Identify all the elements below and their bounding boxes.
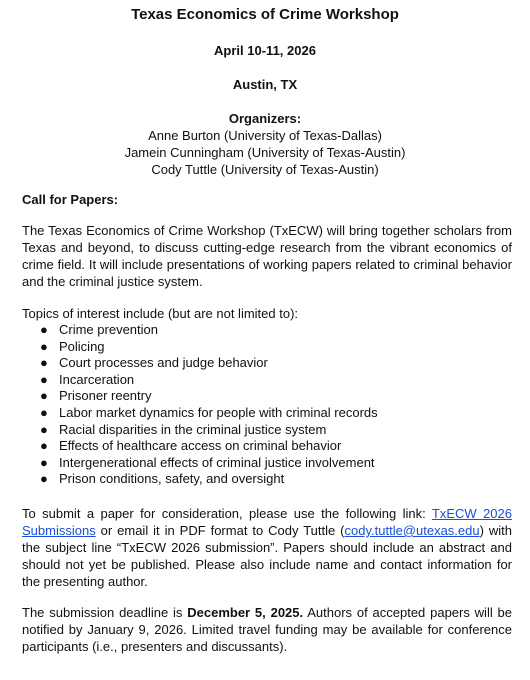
topic-text: Racial disparities in the criminal justice system <box>59 421 327 437</box>
submission-text-2: or email it in PDF format to Cody Tuttle ( <box>95 523 345 538</box>
bullet-icon: ● <box>40 322 48 337</box>
bullet-icon: ● <box>40 471 48 487</box>
organizer-name: Cody Tuttle (University of Texas-Austin) <box>151 162 379 177</box>
list-item <box>22 455 378 472</box>
workshop-date: April 10-11, 2026 <box>214 43 316 58</box>
list-item <box>22 405 378 422</box>
workshop-location: Austin, TX <box>232 77 298 92</box>
list-item <box>22 339 378 356</box>
list-item <box>22 388 378 405</box>
bullet-icon: ● <box>40 454 48 470</box>
organizers-heading: Organizers: <box>228 111 302 126</box>
submission-text-1: To submit a paper for consideration, please use the following link: <box>22 506 432 521</box>
bullet-icon: ● <box>40 371 48 387</box>
workshop-title: Texas Economics of Crime Workshop <box>131 6 399 23</box>
topics-list <box>22 322 378 488</box>
list-item <box>22 355 378 372</box>
list-item <box>22 372 378 389</box>
topic-text: Court processes and judge behavior <box>59 355 268 371</box>
contact-email-link[interactable]: cody.tuttle@utexas.edu <box>344 523 480 538</box>
submission-instructions <box>22 505 512 590</box>
list-item <box>22 322 378 339</box>
bullet-icon: ● <box>40 355 48 371</box>
topic-text: Intergenerational effects of criminal justice involvement <box>59 454 375 470</box>
deadline-date: December 5, 2025. <box>187 605 304 620</box>
deadline-text-2: Authors of accepted papers will be notified by January 9, 2026. Limited travel funding may be available for conference participants (i.e., presenters and discussants). <box>22 605 513 654</box>
submissions-link[interactable]: TxECW 2026 Submissions <box>22 506 512 538</box>
deadline-paragraph <box>22 604 512 655</box>
bullet-icon: ● <box>40 438 48 454</box>
topic-text: Policing <box>59 338 105 354</box>
deadline-text-1: The submission deadline is <box>22 605 188 620</box>
submission-text-3: ) with the subject line “TxECW 2026 submission”. Papers should include an abstract and should not yet be published. Please also include name and contact information for the presenting author. <box>22 523 512 589</box>
list-item <box>22 438 378 455</box>
list-item <box>22 471 378 488</box>
topic-text: Crime prevention <box>59 322 158 337</box>
bullet-icon: ● <box>40 338 48 354</box>
list-item <box>22 422 378 439</box>
topic-text: Incarceration <box>59 371 135 387</box>
topic-text: Prison conditions, safety, and oversight <box>59 471 285 487</box>
organizer-name: Jamein Cunningham (University of Texas-Austin) <box>124 145 406 160</box>
topic-text: Labor market dynamics for people with criminal records <box>59 404 378 420</box>
topic-text: Prisoner reentry <box>59 388 152 404</box>
bullet-icon: ● <box>40 404 48 420</box>
bullet-icon: ● <box>40 388 48 404</box>
organizer-name: Anne Burton (University of Texas-Dallas) <box>148 128 382 143</box>
call-for-papers-heading: Call for Papers: <box>22 192 119 207</box>
topic-text: Effects of healthcare access on criminal behavior <box>59 438 342 454</box>
topics-intro: Topics of interest include (but are not limited to): <box>22 306 299 321</box>
organizers-section <box>0 110 530 178</box>
call-for-papers-intro: The Texas Economics of Crime Workshop (TxECW) will bring together scholars from Texas and beyond, to discuss cutting-edge research from the vibrant economics of crime field. It will include presentations of working papers related to criminal behavior and the criminal justice system. <box>22 223 512 289</box>
bullet-icon: ● <box>40 421 48 437</box>
